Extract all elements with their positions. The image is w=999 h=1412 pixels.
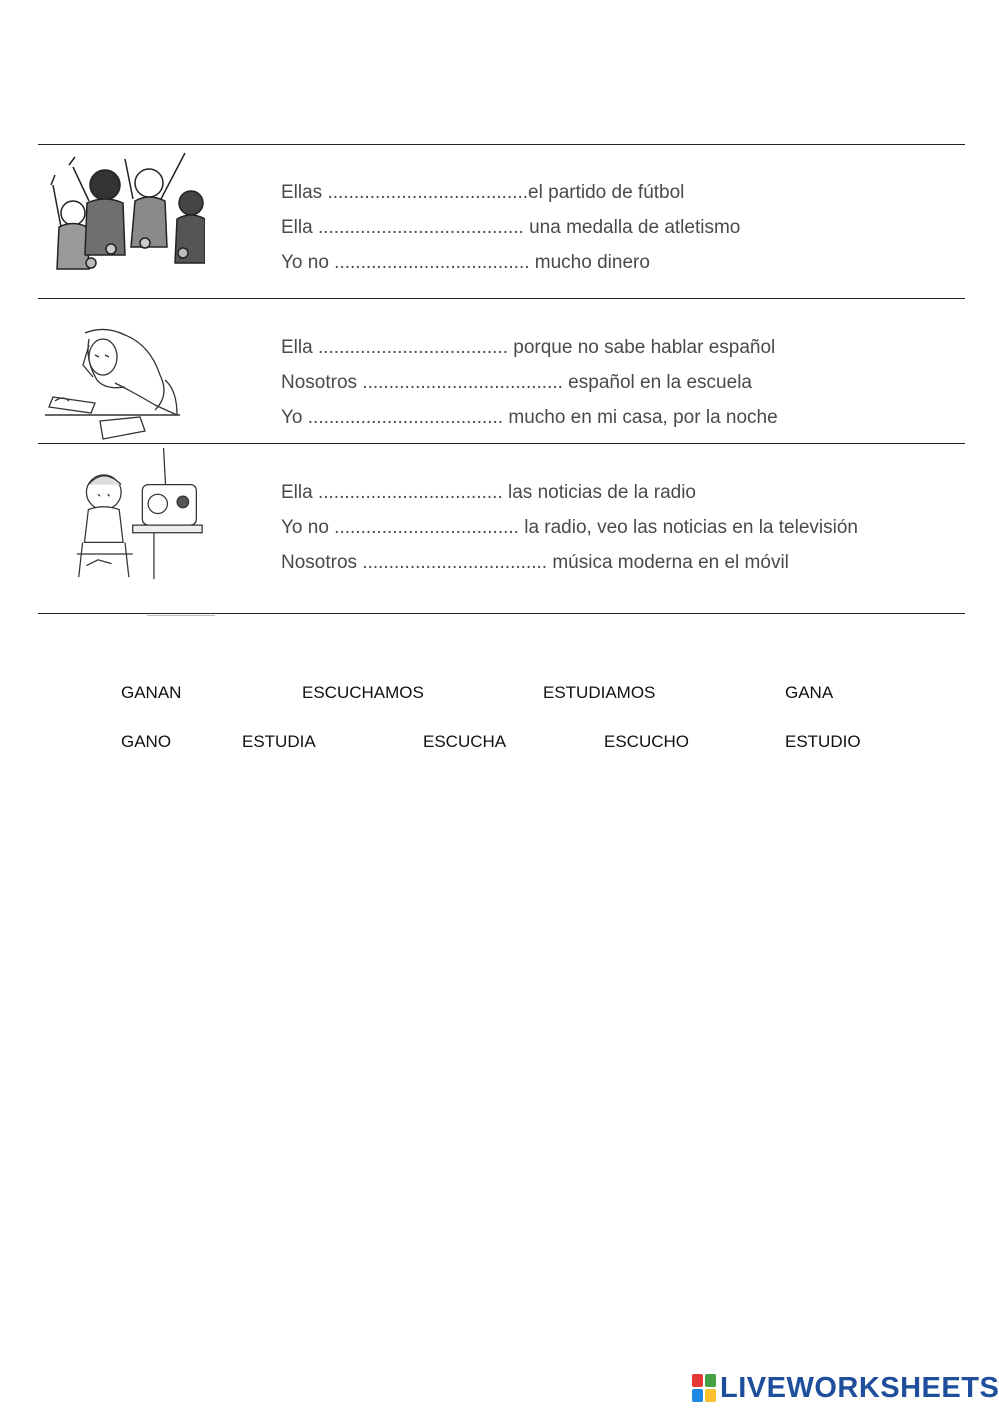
- exercise-3-sentence-1: Ella ................................... las noticias de la radio: [281, 482, 696, 503]
- liveworksheets-logo-icon: [692, 1374, 716, 1402]
- word-bank-item: ESCUCHAMOS: [302, 683, 424, 702]
- children-celebrating-image: [45, 145, 205, 280]
- word-bank-item: GANA: [785, 683, 834, 702]
- exercise-1-sentence-3: Yo no ..................................... mucho dinero: [281, 252, 650, 273]
- word-bank-item: ESCUCHO: [604, 732, 690, 751]
- girl-studying-image: [45, 305, 205, 440]
- divider-faint: [147, 615, 215, 616]
- exercise-2-sentence-3: Yo ..................................... mucho en mi casa, por la noche: [281, 407, 778, 428]
- divider-2: [38, 443, 965, 444]
- child-radio-image: [45, 446, 205, 581]
- word-bank-item: ESCUCHA: [423, 732, 507, 751]
- exercise-3-sentence-2: Yo no ................................... la radio, veo las noticias en la televisión: [281, 517, 858, 538]
- exercise-2-sentence-2: Nosotros ...................................... español en la escuela: [281, 372, 752, 393]
- liveworksheets-logo[interactable]: [692, 1372, 999, 1404]
- logo-text: LIVEWORKSHEETS: [720, 1371, 999, 1404]
- exercise-1-sentence-2: Ella ....................................... una medalla de atletismo: [281, 217, 741, 238]
- exercise-3-sentence-3: Nosotros ................................... música moderna en el móvil: [281, 552, 789, 573]
- word-bank-item: ESTUDIAMOS: [543, 683, 656, 702]
- exercise-1-sentence-1: Ellas ......................................el partido de fútbol: [281, 182, 685, 203]
- word-bank-item: ESTUDIA: [242, 732, 316, 751]
- word-bank-item: GANAN: [121, 683, 182, 702]
- exercise-2-sentence-1: Ella .................................... porque no sabe hablar español: [281, 337, 776, 358]
- divider-1: [38, 298, 965, 299]
- word-bank-item: GANO: [121, 732, 172, 751]
- word-bank-item: ESTUDIO: [785, 732, 861, 751]
- divider-bottom: [38, 613, 965, 614]
